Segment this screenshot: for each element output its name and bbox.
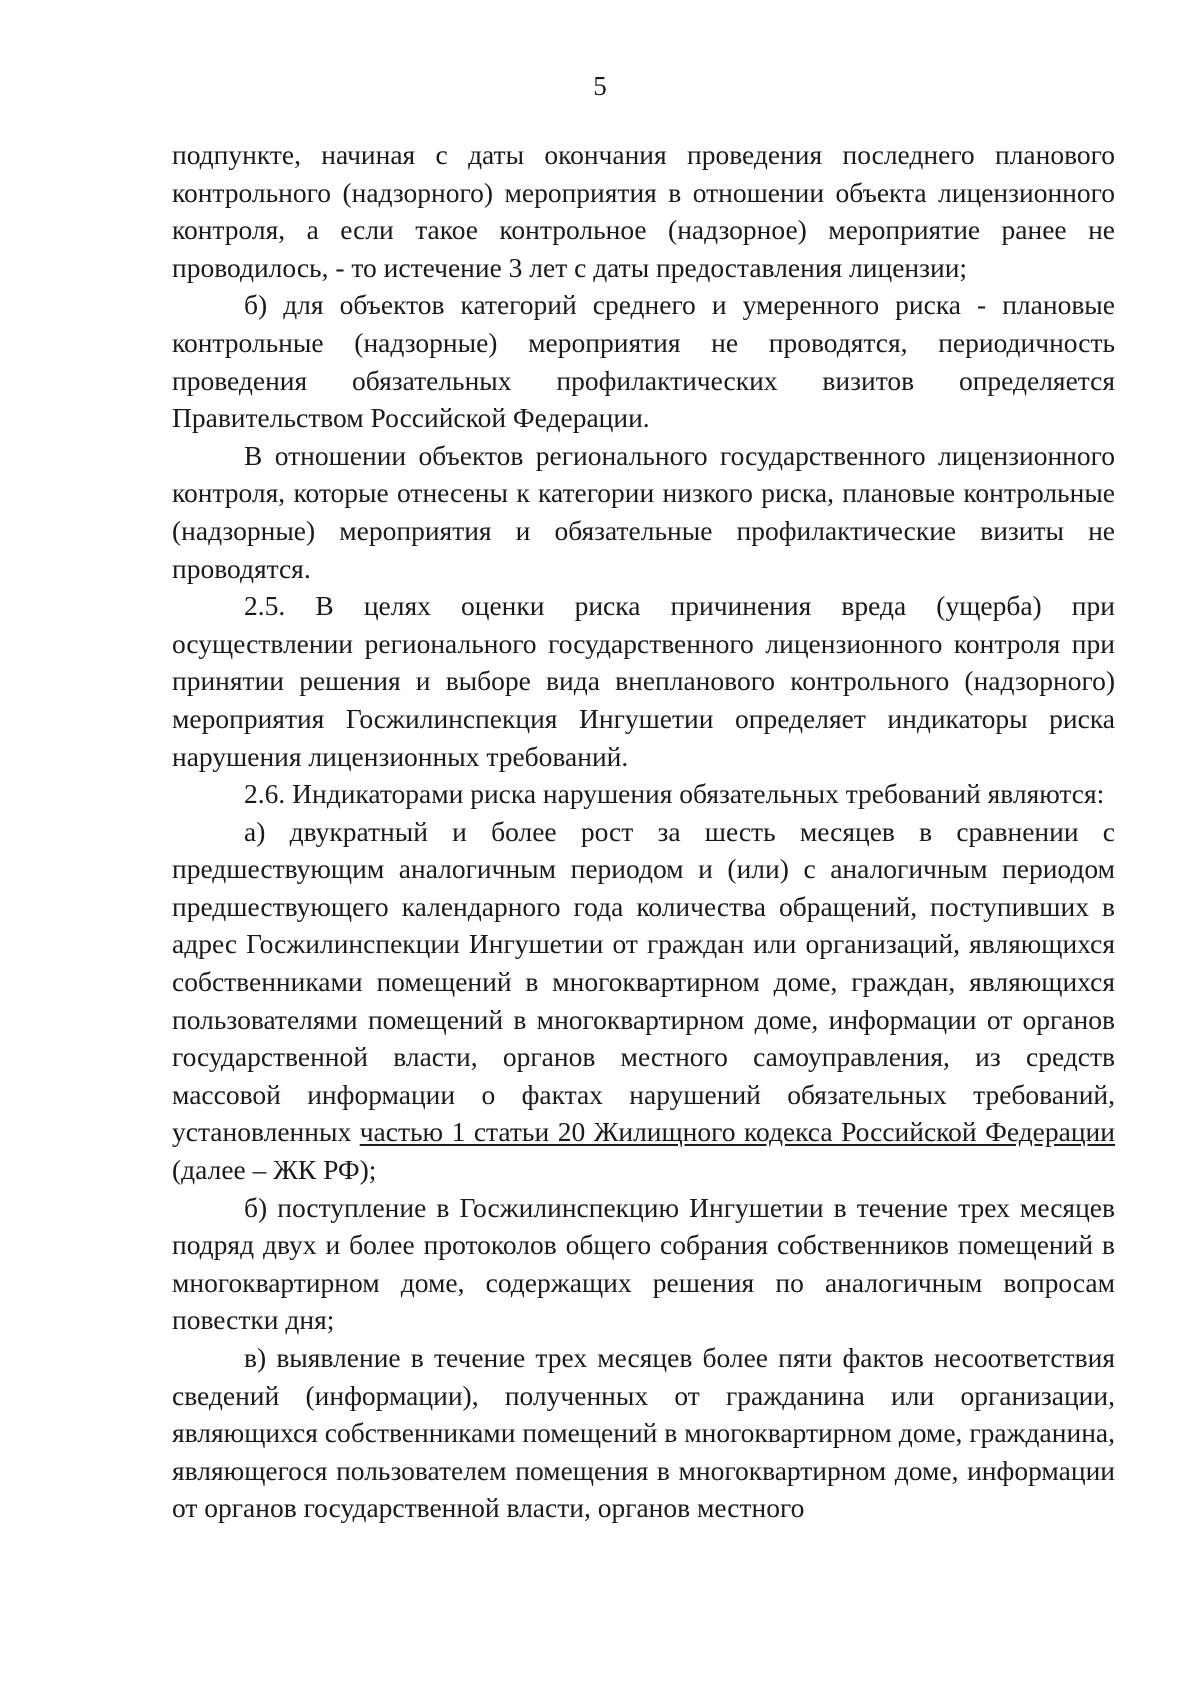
paragraph-indicator-a: [172, 813, 1115, 1189]
document-body: [172, 136, 1115, 1527]
paragraph-item-b-risk-categories: б) для объектов категорий среднего и умеренного риска - плановые контрольные (надзорные) мероприятия не проводятся, периодичность проведения обязательных профилактических визитов определяется Правительством Российской Федерации.: [172, 289, 1115, 434]
paragraph-continuation: подпункте, начиная с даты окончания проведения последнего планового контрольного (надзорного) мероприятия в отношении объекта лицензионного контроля, а если такое контрольное (надзорное) мероприятие ранее не проводилось, - то истечение 3 лет с даты предоставления лицензии;: [172, 139, 1115, 283]
paragraph-indicator-v: в) выявление в течение трех месяцев более пяти фактов несоответствия сведений (информации), полученных от гражданина или организации, являющихся собственниками помещений в многоквартирном доме, гражданина, являющегося пользователем помещения в многоквартирном доме, информации от органов государственной власти, органов местного: [172, 1342, 1115, 1524]
housing-code-link[interactable]: частью 1 статьи 20 Жилищного кодекса Российской Федерации: [359, 1116, 1115, 1148]
page-number: 5: [593, 71, 607, 101]
paragraph-section-2-6: 2.6. Индикаторами риска нарушения обязательных требований являются:: [244, 778, 1105, 810]
indicator-a-text: а) двукратный и более рост за шесть месяцев в сравнении с предшествующим аналогичным периодом и (или) с аналогичным периодом предшествующего календарного года количества обращений, поступивших в адрес Госжилинспекции Ингушетии от граждан или организаций, являющихся собственниками помещений в многоквартирном доме, граждан, являющихся пользователями помещений в многоквартирном доме, информации от органов государственной власти, органов местного самоуправления, из средств массовой информации о фактах нарушений обязательных требований, установленных: [172, 815, 1115, 1148]
paragraph-low-risk-objects: В отношении объектов регионального государственного лицензионного контроля, которые отнесены к категории низкого риска, плановые контрольные (надзорные) мероприятия и обязательные профилактические визиты не проводятся.: [172, 439, 1115, 584]
paragraph-indicator-b: б) поступление в Госжилинспекцию Ингушетии в течение трех месяцев подряд двух и более протоколов общего собрания собственников помещений в многоквартирном доме, содержащих решения по аналогичным вопросам повестки дня;: [172, 1191, 1115, 1336]
paragraph-section-2-5: 2.5. В целях оценки риска причинения вреда (ущерба) при осуществлении регионального государственного лицензионного контроля при принятии решения и выборе вида внепланового контрольного (надзорного) мероприятия Госжилинспекция Ингушетии определяет индикаторы риска нарушения лицензионных требований.: [172, 590, 1115, 772]
indicator-a-text-end: (далее – ЖК РФ);: [172, 1154, 377, 1186]
